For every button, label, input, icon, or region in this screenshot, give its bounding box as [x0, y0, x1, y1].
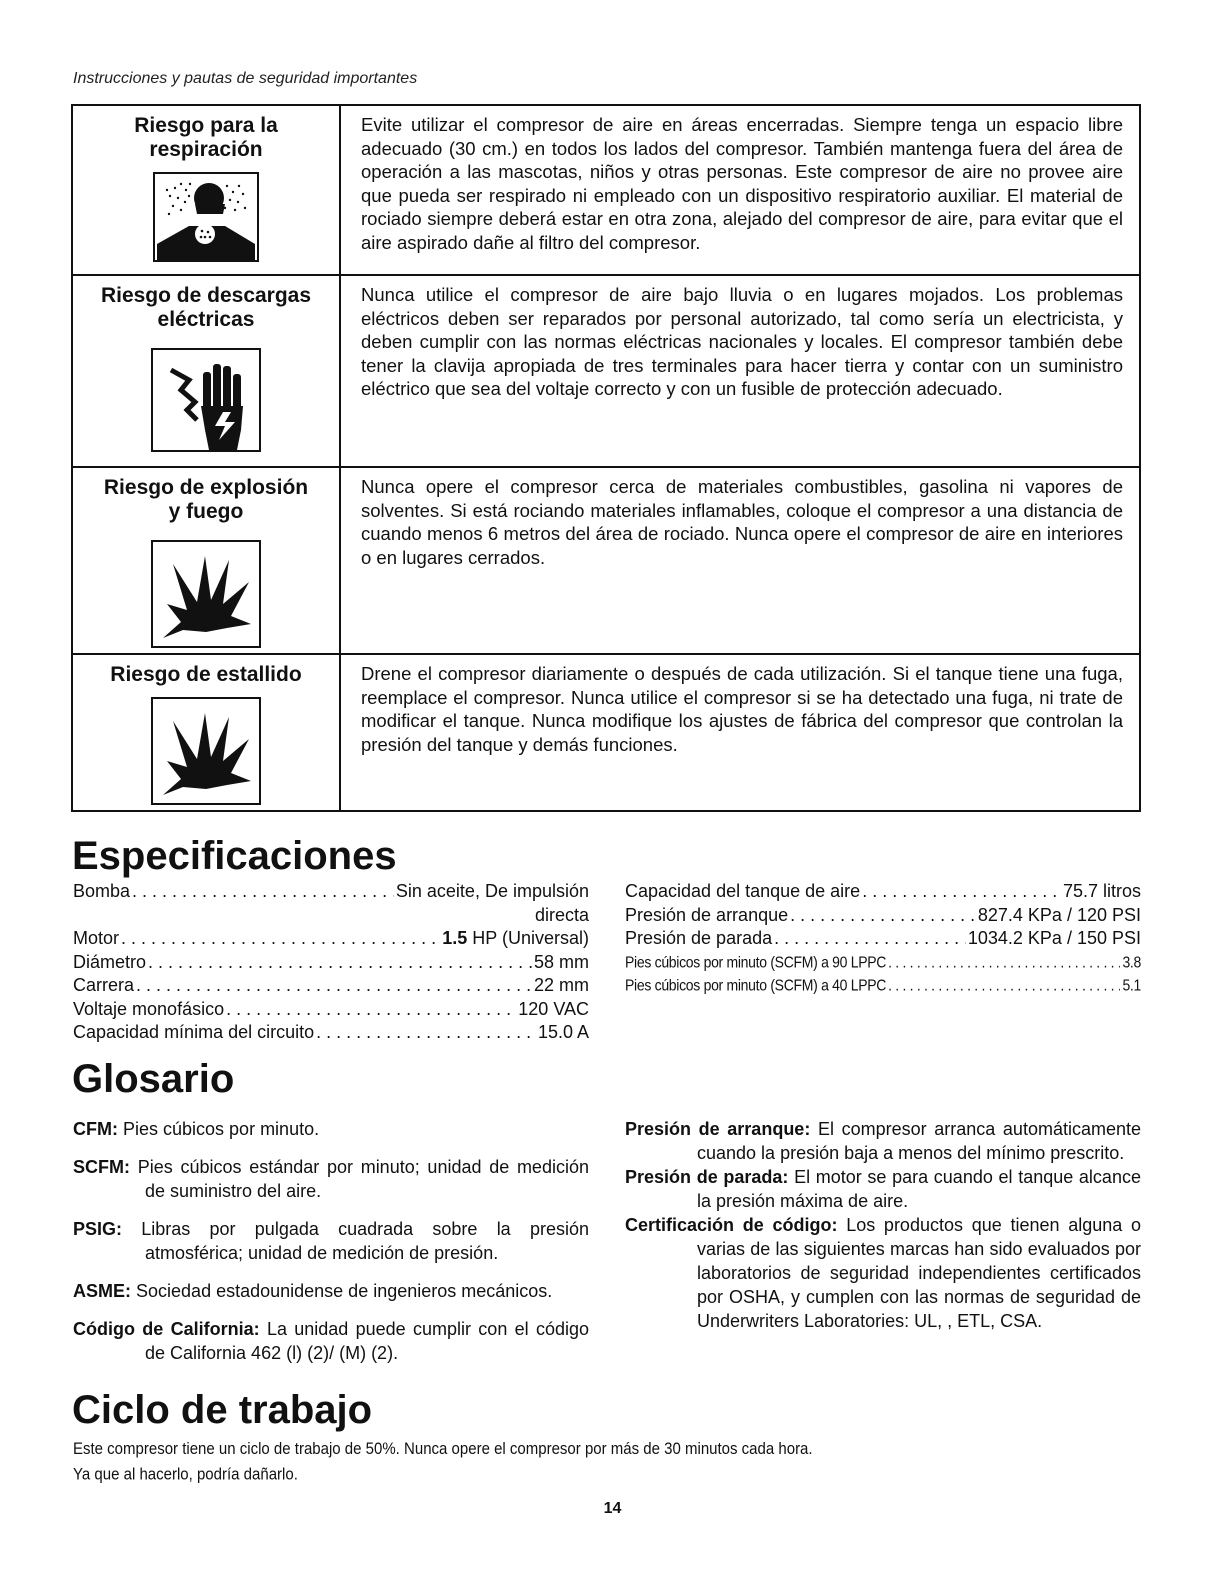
glossary-entry [73, 1155, 589, 1203]
specs-right-column [625, 880, 1141, 998]
glossary-left-column [73, 1117, 589, 1379]
spec-row [73, 998, 589, 1022]
spec-row [625, 880, 1141, 904]
hazard-text-cell [340, 654, 1140, 811]
leader-dots [121, 927, 440, 951]
glossary-entry [73, 1117, 589, 1141]
glossary-term: PSIG: [73, 1219, 123, 1239]
hazard-text-cell [340, 467, 1140, 654]
spec-label: Pies cúbicos por minuto (SCFM) a 40 LPPC [625, 975, 887, 995]
glossary-term: Código de California: [73, 1319, 260, 1339]
duty-cycle-text [73, 1436, 1153, 1488]
spec-label: Pies cúbicos por minuto (SCFM) a 90 LPPC [625, 952, 887, 971]
spec-label: Motor [73, 928, 120, 948]
leader-dots [148, 951, 532, 975]
explosion-icon [151, 540, 261, 648]
hazard-title: Riesgo de descargas eléctricas [100, 284, 312, 331]
glossary-definition: La unidad puede cumplir con el código de California 462 (l) (2)/ (M) (2). [145, 1319, 589, 1363]
duty-cycle-heading: Ciclo de trabajo [72, 1388, 373, 1432]
page-number: 14 [603, 1500, 622, 1517]
respiration-hazard-icon [153, 172, 259, 262]
leader-dots [136, 974, 532, 998]
spec-value: 15.0 A [537, 1022, 589, 1042]
leader-dots [790, 904, 976, 928]
glossary-definition: Los productos que tienen alguna o varias de las siguientes marcas han sido evaluados por laboratorios de seguridad independientes certificados por OSHA, y cumplen con las normas de seguridad de Underwriters Laboratories: UL, , ETL, CSA. [697, 1215, 1141, 1331]
glossary-definition: El compresor arranca automáticamente cuando la presión baja a menos del mínimo prescrito. [697, 1119, 1141, 1163]
glossary-definition: El motor se para cuando el tanque alcance la presión máxima de aire. [697, 1167, 1141, 1211]
electric-shock-icon [151, 348, 261, 452]
glossary-term: CFM: [73, 1119, 118, 1139]
hazard-row-burst [72, 654, 1140, 811]
hazard-row-explosion [72, 467, 1140, 654]
glossary-entry [73, 1317, 589, 1365]
spec-label: Diámetro [73, 951, 147, 972]
spec-row [73, 927, 589, 951]
spec-row [73, 974, 589, 998]
spec-row [625, 904, 1141, 928]
spec-row [73, 1021, 589, 1045]
spec-label: Voltaje monofásico [73, 998, 225, 1019]
duty-cycle-line: Este compresor tiene un ciclo de trabajo de 50%. Nunca opere el compresor por más de 30 minutos cada hora. [73, 1439, 813, 1459]
glossary-entry [625, 1117, 1141, 1165]
leader-dots [774, 927, 966, 951]
hazard-text: Nunca utilice el compresor de aire bajo lluvia o en lugares mojados. Los problemas eléctricos deben ser reparados por personal autorizado, tal como sería un electricista, y deben cumplir con las normas eléctricas nacionales y locales. El compresor también debe tener la clavija apropiada de tres terminales para hacer tierra y contar con un suministro eléctrico que sea del voltaje correcto y con un fusible de protección adecuado. [361, 284, 1123, 399]
glossary-term: SCFM: [73, 1157, 130, 1177]
spec-value: 5.1 [1122, 975, 1141, 995]
spec-label: Presión de arranque [625, 904, 789, 925]
hazard-text-cell [340, 275, 1140, 467]
hazard-text-cell [340, 105, 1140, 275]
hazard-title: Riesgo de estallido [110, 663, 302, 686]
spec-row [73, 880, 589, 904]
spec-value: 3.8 [1122, 952, 1141, 971]
glossary-term: Presión de arranque: [625, 1119, 811, 1139]
glossary-term: Presión de parada: [625, 1167, 789, 1187]
glossary-term: Certificación de código: [625, 1215, 838, 1235]
glossary-definition: Pies cúbicos estándar por minuto; unidad de medición de suministro del aire. [137, 1157, 589, 1201]
running-header: Instrucciones y pautas de seguridad importantes [73, 70, 418, 87]
leader-dots [888, 972, 1120, 999]
spec-label: Bomba [73, 881, 131, 901]
hazard-label-cell [72, 654, 340, 811]
glossary-entry [73, 1279, 589, 1303]
spec-label: Presión de parada [625, 928, 773, 948]
hazard-row-respiration [72, 105, 1140, 275]
spec-value: Sin aceite, De impulsión [395, 881, 589, 901]
spec-value-rest: HP (Universal) [467, 928, 589, 948]
glossary-definition: Sociedad estadounidense de ingenieros mecánicos. [136, 1281, 553, 1301]
spec-value: 827.4 KPa / 120 PSI [977, 904, 1141, 925]
spec-label: Carrera [73, 975, 135, 995]
spec-value: 120 VAC [518, 998, 589, 1019]
glossary-term: ASME: [73, 1281, 131, 1301]
hazard-text: Drene el compresor diariamente o después de cada utilización. Si el tanque tiene una fuga, reemplace el compresor. Nunca utilice el compresor si se ha detectado una fuga, ni trate de modificar el tanque. Nunca modifique los ajustes de fábrica del compresor que controlan la presión del tanque y demás funciones. [361, 663, 1123, 755]
glossary-entry [73, 1217, 589, 1265]
spec-value: 22 mm [533, 975, 589, 995]
leader-dots [132, 880, 394, 904]
hazard-title: Riesgo para la respiración [134, 114, 278, 161]
hazard-label-cell [72, 275, 340, 467]
hazard-text: Nunca opere el compresor cerca de materiales combustibles, gasolina ni vapores de solventes. Si está rociando materiales inflamables, coloque el compresor a una distancia de cuando menos 6 metros del área de rociado. Nunca opere el compresor de aire en interiores o en lugares cerrados. [361, 476, 1123, 568]
spec-value: 1034.2 KPa / 150 PSI [967, 928, 1141, 948]
spec-value: 75.7 litros [1062, 881, 1141, 901]
spec-label: Capacidad mínima del circuito [73, 1022, 315, 1042]
hazard-row-electric [72, 275, 1140, 467]
hazard-table [71, 104, 1141, 812]
leader-dots [316, 1021, 536, 1045]
glossary-right-column [625, 1117, 1141, 1333]
hazard-label-cell [72, 467, 340, 654]
spec-row [625, 927, 1141, 951]
glossary-entry [625, 1165, 1141, 1213]
spec-value [442, 927, 589, 951]
burst-icon [151, 697, 261, 805]
spec-row [73, 951, 589, 975]
spec-label: Capacidad del tanque de aire [625, 881, 861, 901]
glossary-definition: Libras por pulgada cuadrada sobre la presión atmosférica; unidad de medición de presión. [141, 1219, 589, 1263]
leader-dots [226, 998, 516, 1022]
hazard-text: Evite utilizar el compresor de aire en áreas encerradas. Siempre tenga un espacio libre adecuado (30 cm.) en todos los lados del compresor. También mantenga fuera del área de operación a las mascotas, niños y otras personas. Este compresor de aire no provee aire que pueda ser respirado ni empleado con un dispositivo respiratorio auxiliar. El material de rociado siempre deberá estar en otra zona, alejado del compresor de aire, para evitar que el aire aspirado dañe al filtro del compresor. [361, 114, 1123, 253]
spec-value-bold: 1.5 [442, 928, 468, 948]
glossary-definition: Pies cúbicos por minuto. [123, 1119, 320, 1139]
spec-value: 58 mm [533, 951, 589, 972]
glossary-heading: Glosario [72, 1057, 235, 1101]
hazard-title: Riesgo de explosión y fuego [103, 476, 309, 523]
spec-row-continuation [73, 904, 589, 928]
glossary-entry [625, 1213, 1141, 1333]
hazard-label-cell [72, 105, 340, 275]
duty-cycle-line: Ya que al hacerlo, podría dañarlo. [73, 1465, 298, 1485]
specs-left-column [73, 880, 589, 1045]
spec-value-continued: directa [534, 904, 589, 925]
spec-row [625, 972, 1141, 999]
specifications-heading: Especificaciones [72, 834, 397, 878]
leader-dots [862, 880, 1061, 904]
